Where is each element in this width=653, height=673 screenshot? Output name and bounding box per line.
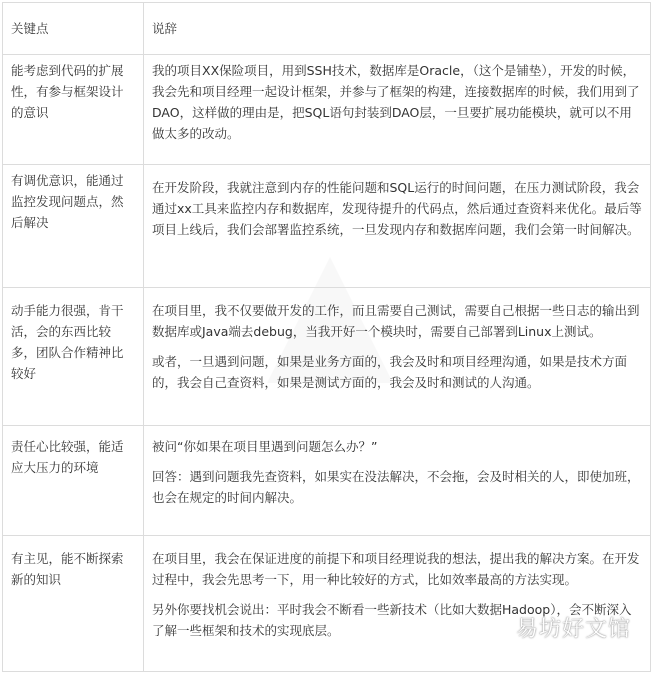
row-paragraph: 回答：遇到问题我先查资料，如果实在没法解决，不会拖，会及时相关的人，即使加班，也会在规定的时间内解决。	[152, 469, 640, 505]
table-row	[3, 55, 651, 165]
row-paragraph: 被问“你如果在项目里遇到问题怎么办？”	[152, 439, 378, 454]
header-key: 关键点	[3, 3, 144, 55]
row-paragraph: 另外你要找机会说出：平时我会不断看一些新技术（比如大数据Hadoop），会不断深入了解一些框架和技术的实现底层。	[152, 602, 632, 638]
header-value: 说辞	[144, 3, 651, 55]
table-row	[3, 288, 651, 426]
table-row	[3, 165, 651, 288]
interview-table	[2, 2, 651, 672]
row-paragraph: 在项目里，我会在保证进度的前提下和项目经理说我的想法，提出我的解决方案。在开发过程中，我会先思考一下，用一种比较好的方式，比如效率最高的方法实现。	[152, 551, 640, 587]
row-key: 能考虑到代码的扩展性，有参与框架设计的意识	[11, 63, 124, 120]
row-paragraph: 在项目里，我不仅要做开发的工作，而且需要自己测试，需要自己根据一些日志的输出到数据库或Java端去debug，当我开好一个模块时，需要自己部署到Linux上测试。	[152, 303, 640, 339]
table-row	[3, 536, 651, 672]
row-key: 有调优意识，能通过监控发现问题点，然后解决	[11, 173, 124, 230]
row-paragraph: 或者，一旦遇到问题，如果是业务方面的，我会及时和项目经理沟通，如果是技术方面的，我会自己查资料，如果是测试方面的，我会及时和测试的人沟通。	[152, 354, 628, 390]
row-key: 有主见，能不断探索新的知识	[11, 551, 124, 587]
table-row	[3, 426, 651, 536]
watermark-text: 易坊好文馆	[515, 617, 631, 642]
row-paragraph: 我的项目XX保险项目，用到SSH技术，数据库是Oracle，（这个是铺垫），开发的时候，我会先和项目经理一起设计框架，并参与了框架的构建，连接数据库的时候，我们用到了DAO，这样做的理由是，把SQL语句封装到DAO层，一旦要扩展功能模块，就可以不用做太多的改动。	[152, 63, 640, 141]
header-row	[3, 3, 651, 55]
row-key: 责任心比较强，能适应大压力的环境	[11, 439, 124, 475]
row-key: 动手能力很强，肯干活，会的东西比较多，团队合作精神比较好	[11, 303, 124, 381]
row-paragraph: 在开发阶段，我就注意到内存的性能问题和SQL运行的时间问题，在压力测试阶段，我会通过xx工具来监控内存和数据库，发现待提升的代码点，然后通过查资料来优化。最后等项目上线后，我们会部署监控系统，一旦发现内存和数据库问题，我们会第一时间解决。	[152, 180, 642, 237]
